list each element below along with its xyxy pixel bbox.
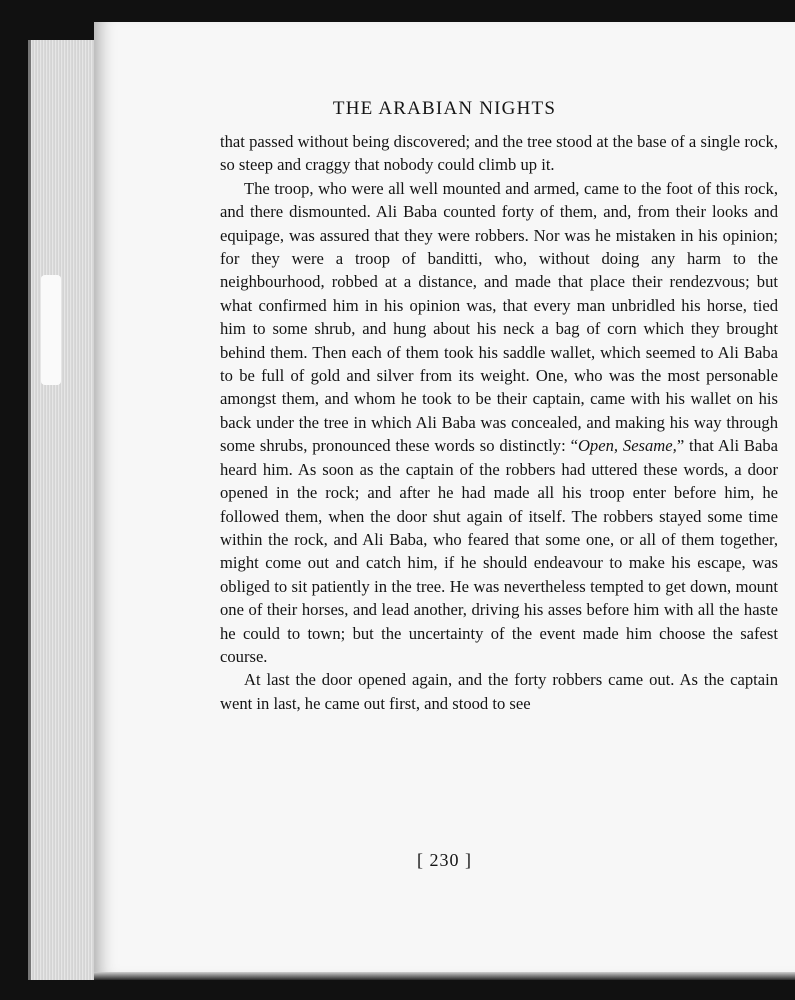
quote-close: ” xyxy=(676,436,685,456)
paragraph-2-text: The troop, who were all well mounted and armed, came to the foot of this rock, and there dismounted. Ali Baba counted forty of them, and, from their looks and equipage, was assured that they were robbers. Nor was he mistaken in his opinion; for they were a troop of banditti, who, without doing any harm to the neighbourhood, robbed at a distance, and made that place their rendezvous; but what confirmed him in his opinion was, that every man unbridled his horse, tied him to some shrub, and hung about his neck a bag of corn which they brought behind them. Then each of them took his saddle wallet, which seemed to Ali Baba to be full of gold and silver from its weight. One, who was the most personable amongst them, and whom he took to be their captain, came with his wallet on his back under the tree in which Ali Baba was concealed, and making his way through some shrubs, pronounced these words so distinctly: xyxy=(220,178,778,456)
open-book xyxy=(22,22,795,980)
running-head: THE ARABIAN NIGHTS xyxy=(332,98,557,119)
paragraph-1: that passed without being discovered; and the tree stood at the base of a single rock, so steep and craggy that nobody could climb up it. xyxy=(220,132,778,175)
paragraph-3: At last the door opened again, and the forty robbers came out. As the captain went in last, he came out first, and stood to see xyxy=(220,670,778,713)
open-sesame-phrase: Open, Sesame, xyxy=(577,436,677,456)
paragraph-2-rest: that Ali Baba heard him. As soon as the captain of the robbers had uttered these words, a door opened in the rock; and after he had made all his troop enter before him, he followed them, when the door shut again of itself. The robbers stayed some time within the rock, and Ali Baba, who feared that some one, or all of them together, might come out and catch him, if he should endeavour to make his escape, was obliged to sit patiently in the tree. He was nevertheless tempted to get down, mount one of their horses, and lead another, driving his asses before him with all the haste he could to town; but the uncertainty of the event made him choose the safest course. xyxy=(220,436,778,666)
body-text xyxy=(220,130,778,715)
page-edges xyxy=(28,40,97,980)
quote-open: “ xyxy=(570,436,578,456)
page-number: [ 230 ] xyxy=(417,850,472,870)
paragraph-2 xyxy=(220,177,778,669)
book-page xyxy=(94,22,795,972)
page-bottom-edge xyxy=(94,972,795,980)
